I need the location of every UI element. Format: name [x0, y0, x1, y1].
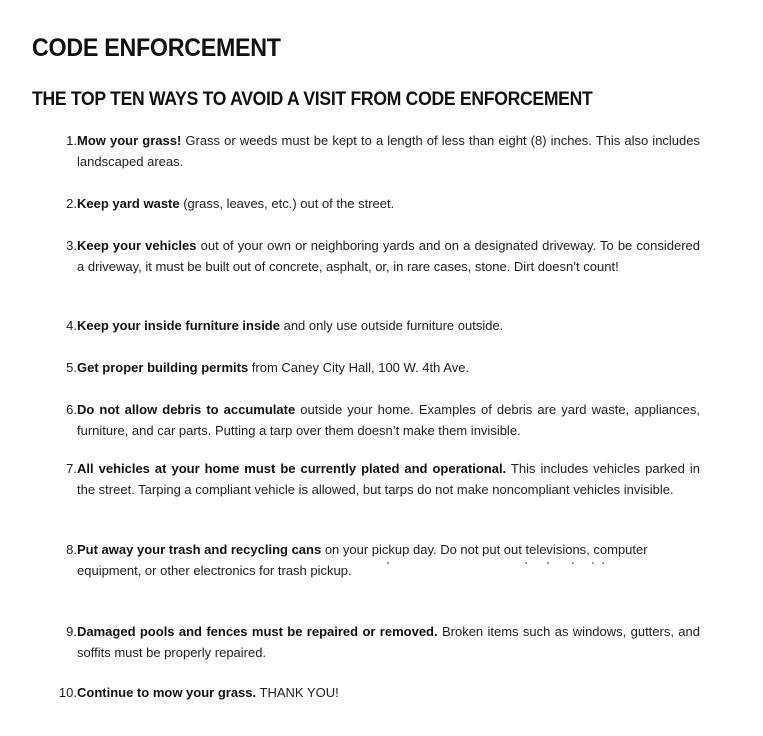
page-title: CODE ENFORCEMENT [32, 34, 281, 62]
item-number: 5. [66, 360, 77, 375]
item-number: 8. [66, 542, 77, 557]
item-text: from Caney City Hall, 100 W. 4th Ave. [248, 360, 470, 375]
item-heading: All vehicles at your home must be currently plated and operational. [77, 461, 507, 476]
item-text: on your pickup day. Do not put out televisions, computer equipment, or other electronics for trash pickup. [77, 542, 648, 578]
list-item [54, 621, 700, 663]
item-heading: Keep yard waste [77, 196, 180, 211]
item-heading: Put away your trash and recycling cans [77, 542, 322, 557]
item-heading: Keep your vehicles [77, 238, 197, 253]
item-number: 3. [66, 238, 77, 253]
item-text: out of your own or neighboring yards and on a designated driveway. To be considered a driveway, it must be built out of concrete, asphalt, or, in rare cases, stone. Dirt doesn’t count! [77, 238, 700, 274]
item-text: and only use outside furniture outside. [279, 318, 504, 333]
item-heading: Do not allow debris to accumulate [77, 402, 296, 417]
list-item [54, 315, 700, 336]
list-item [54, 458, 700, 500]
item-number: 9. [66, 624, 77, 639]
item-heading: Mow your grass! [77, 133, 182, 148]
list-item [54, 130, 700, 172]
item-heading: Get proper building permits [77, 360, 249, 375]
item-number: 1. [66, 133, 77, 148]
item-text: THANK YOU! [256, 685, 339, 700]
item-heading: Keep your inside furniture inside [77, 318, 280, 333]
item-number: 4. [66, 318, 77, 333]
list-item [54, 357, 700, 378]
item-text: This includes vehicles parked in the street. Tarping a compliant vehicle is allowed, but tarps do not make noncompliant vehicles invisible. [77, 461, 700, 497]
item-text: Broken items such as windows, gutters, and soffits must be properly repaired. [77, 624, 700, 660]
item-number: 2. [66, 196, 77, 211]
list-item [54, 539, 700, 581]
scan-artifact-marks [387, 562, 617, 568]
list-item [54, 399, 700, 441]
list-item [54, 682, 700, 703]
list-item [54, 235, 700, 277]
item-number: 10. [58, 685, 77, 700]
item-number: 6. [66, 402, 77, 417]
item-number: 7. [66, 461, 77, 476]
page-subtitle: THE TOP TEN WAYS TO AVOID A VISIT FROM CODE ENFORCEMENT [32, 88, 593, 110]
list-item [54, 193, 700, 214]
item-text: Grass or weeds must be kept to a length of less than eight (8) inches. This also includes landscaped areas. [77, 133, 700, 169]
item-text: (grass, leaves, etc.) out of the street. [179, 196, 395, 211]
item-heading: Continue to mow your grass. [77, 685, 257, 700]
item-text: outside your home. Examples of debris are yard waste, appliances, furniture, and car parts. Putting a tarp over them doesn’t make them invisible. [77, 402, 701, 438]
item-heading: Damaged pools and fences must be repaired or removed. [77, 624, 438, 639]
